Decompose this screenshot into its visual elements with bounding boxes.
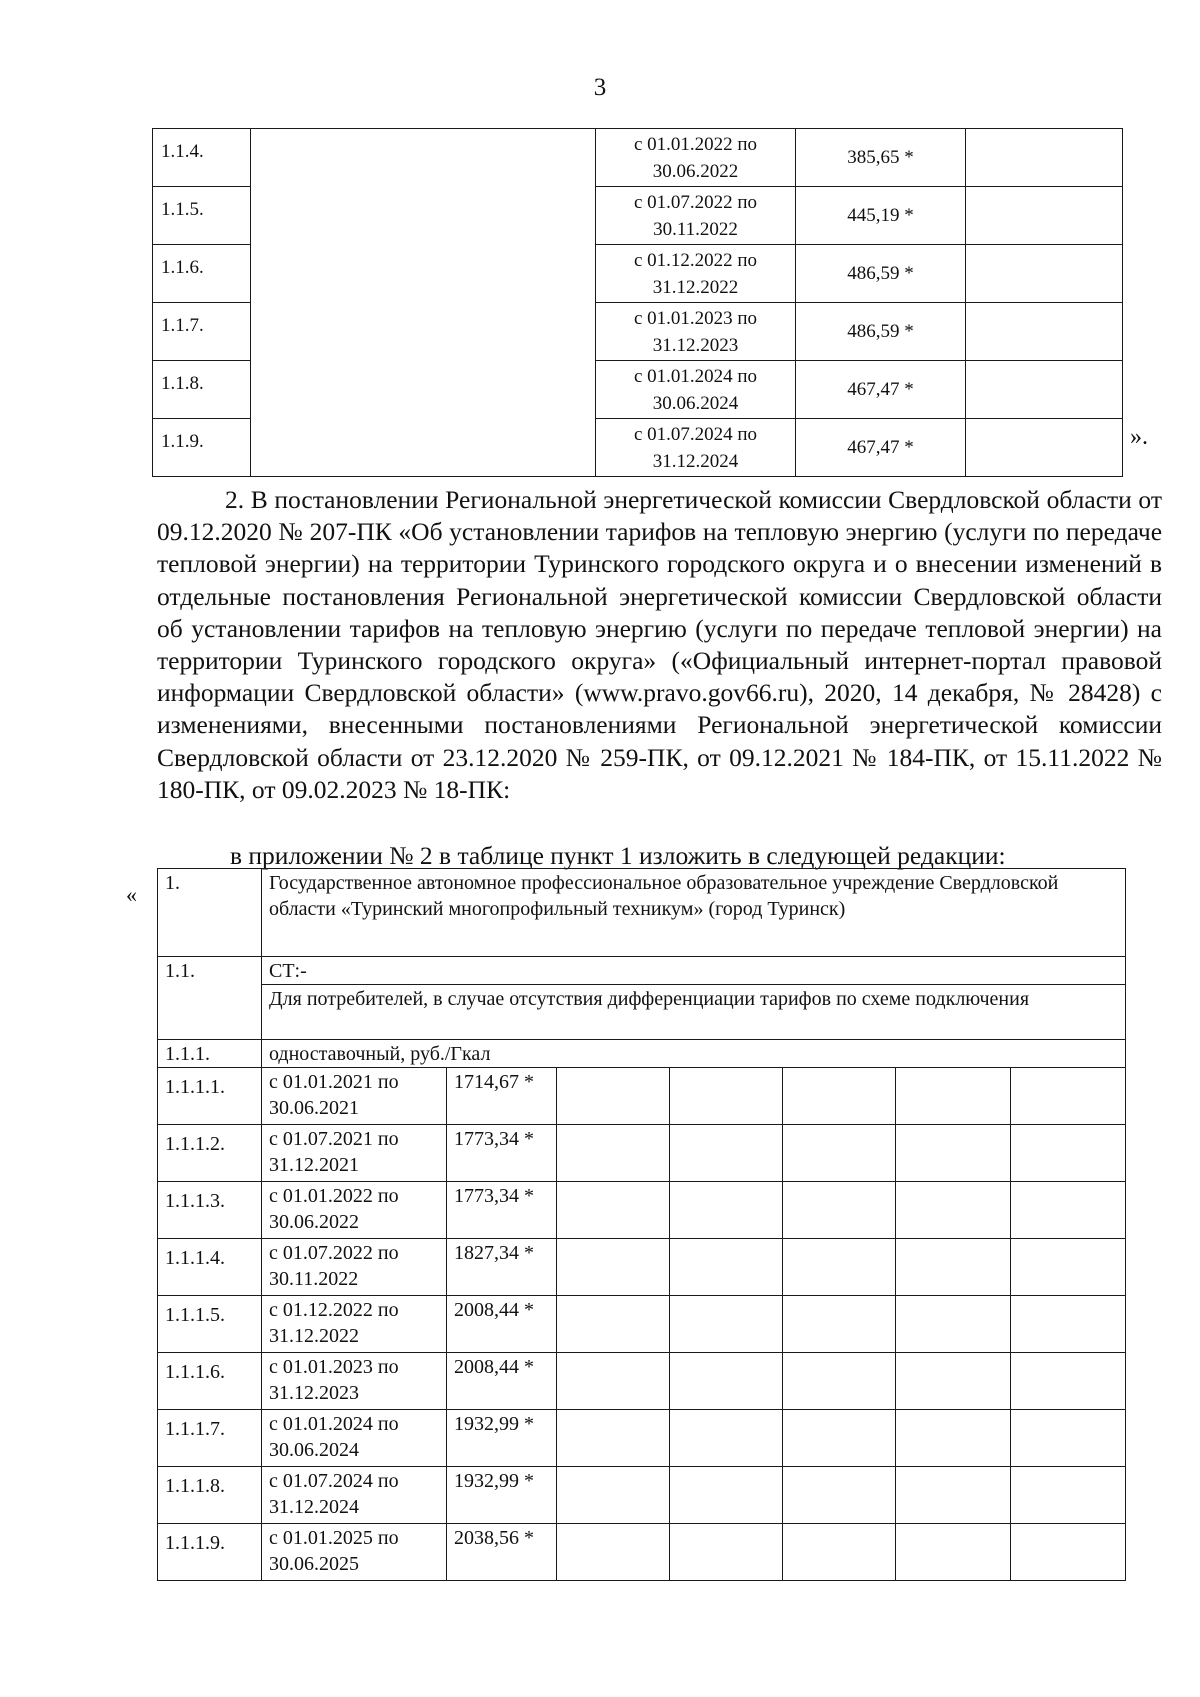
tariff-value: 2008,44 * — [447, 1296, 557, 1353]
paragraph-line: Туринского городского округа» («Официальный интернет-портал правовой — [297, 646, 1163, 676]
row-number: 1.1.1.5. — [158, 1296, 262, 1353]
table-row — [158, 1353, 1126, 1410]
empty-cell — [557, 1524, 670, 1581]
empty-cell — [896, 1467, 1011, 1524]
consumer-description: Для потребителей, в случае отсутствия дифференциации тарифов по схеме подключения — [262, 985, 1126, 1040]
empty-cell — [896, 1239, 1011, 1296]
row-number: 1.1.1.2. — [158, 1125, 262, 1182]
tariff-value: 2008,44 * — [447, 1353, 557, 1410]
tariff-value: 1827,34 * — [447, 1239, 557, 1296]
paragraph-line: на тепловую энергию (услуги по передаче тепловой энергии) на территории — [157, 613, 1162, 676]
period-cell: с 01.01.2025 по 30.06.2025 — [262, 1524, 447, 1581]
period-cell: с 01.07.2024 по 31.12.2024 — [596, 419, 796, 477]
row-number: 1. — [158, 869, 262, 957]
amendment-paragraph — [157, 484, 1162, 806]
empty-cell — [1011, 1353, 1126, 1410]
organization-name: Государственное автономное профессиональное образовательное учреждение Свердловской области «Туринский многопрофильный техникум» (город Туринск) — [262, 869, 1126, 957]
rate-label: одноставочный, руб./Гкал — [262, 1040, 1126, 1068]
tariff-value: 486,59 * — [796, 303, 966, 361]
empty-cell — [783, 1125, 896, 1182]
empty-cell — [896, 1410, 1011, 1467]
row-number: 1.1.6. — [153, 245, 251, 303]
row-number: 1.1.1.7. — [158, 1410, 262, 1467]
empty-cell — [896, 1182, 1011, 1239]
tariff-value: 1773,34 * — [447, 1125, 557, 1182]
closing-quote-mark: ». — [1130, 424, 1148, 450]
system-type: СТ:- — [262, 957, 1126, 985]
table-row — [158, 869, 1126, 957]
empty-cell — [783, 1524, 896, 1581]
period-cell: с 01.07.2022 по 30.11.2022 — [262, 1239, 447, 1296]
period-cell: с 01.12.2022 по 31.12.2022 — [262, 1296, 447, 1353]
empty-cell — [1011, 1467, 1126, 1524]
paragraph-line: № 28428) с изменениями, внесенными постановлениями Региональной — [157, 678, 1162, 740]
paragraph-line: энергетической комиссии Свердловской области об установлении тарифов — [157, 581, 1162, 643]
period-cell: с 01.01.2024 по 30.06.2024 — [596, 361, 796, 419]
table-row — [158, 1125, 1126, 1182]
tariff-value: 467,47 * — [796, 361, 966, 419]
row-number: 1.1.1.8. — [158, 1467, 262, 1524]
table-row — [158, 1239, 1126, 1296]
tariff-table-new — [157, 868, 1126, 1581]
empty-cell — [670, 1125, 783, 1182]
paragraph-line: 2. В постановлении Региональной энергетической комиссии Свердловской — [225, 485, 1040, 514]
table-row — [158, 985, 1126, 1040]
table-row — [158, 1467, 1126, 1524]
empty-cell — [896, 1353, 1011, 1410]
tariff-value: 1714,67 * — [447, 1068, 557, 1125]
table-row — [158, 957, 1126, 985]
empty-cell — [670, 1467, 783, 1524]
empty-cell — [557, 1068, 670, 1125]
empty-cell — [670, 1296, 783, 1353]
period-cell: с 01.01.2023 по 31.12.2023 — [596, 303, 796, 361]
empty-cell — [783, 1182, 896, 1239]
tariff-value: 1932,99 * — [447, 1467, 557, 1524]
tariff-value: 385,65 * — [796, 129, 966, 187]
empty-cell — [1011, 1410, 1126, 1467]
paragraph-text — [157, 484, 1162, 806]
empty-cell — [1011, 1239, 1126, 1296]
instruction-line: в приложении № 2 в таблице пункт 1 изложить в следующей редакции: — [230, 841, 1006, 870]
row-number: 1.1.5. — [153, 187, 251, 245]
empty-cell — [783, 1068, 896, 1125]
empty-cell — [783, 1239, 896, 1296]
row-number: 1.1.4. — [153, 129, 251, 187]
row-number: 1.1.8. — [153, 361, 251, 419]
tariff-value: 467,47 * — [796, 419, 966, 477]
empty-cell — [896, 1068, 1011, 1125]
empty-cell — [557, 1467, 670, 1524]
empty-cell — [966, 129, 1123, 187]
empty-cell — [966, 419, 1123, 477]
empty-cell — [1011, 1296, 1126, 1353]
row-number: 1.1.1.9. — [158, 1524, 262, 1581]
empty-cell — [783, 1467, 896, 1524]
table-row — [158, 1040, 1126, 1068]
tariff-value: 445,19 * — [796, 187, 966, 245]
empty-cell — [966, 245, 1123, 303]
period-cell: с 01.01.2021 по 30.06.2021 — [262, 1068, 447, 1125]
table-row — [158, 1068, 1126, 1125]
empty-cell — [783, 1296, 896, 1353]
empty-cell — [896, 1524, 1011, 1581]
paragraph-line: области от 09.12.2020 № 207-ПК «Об установлении тарифов на тепловую энергию — [157, 485, 1162, 547]
paragraph-line: округа и о внесении изменений в отдельные постановления Региональной — [157, 549, 1162, 611]
paragraph-line: от 09.12.2021 № 184-ПК, от 15.11.2022 № 180-ПК, от 09.02.2023 № 18-ПК: — [157, 742, 1163, 804]
empty-cell — [783, 1410, 896, 1467]
empty-cell — [783, 1353, 896, 1410]
table-row — [158, 1410, 1126, 1467]
empty-cell — [1011, 1068, 1126, 1125]
paragraph-line: энергетической комиссии Свердловской области от 23.12.2020 № 259-ПК, — [157, 710, 1163, 772]
empty-cell — [557, 1182, 670, 1239]
tariff-value: 1773,34 * — [447, 1182, 557, 1239]
empty-cell — [966, 303, 1123, 361]
page-number: 3 — [593, 74, 607, 101]
empty-cell — [670, 1353, 783, 1410]
row-number: 1.1.7. — [153, 303, 251, 361]
paragraph-line: (услуги по передаче тепловой энергии) на территории Туринского городского — [157, 517, 1163, 579]
table-row — [153, 129, 1123, 187]
empty-cell — [670, 1239, 783, 1296]
tariff-value: 1932,99 * — [447, 1410, 557, 1467]
tariff-value: 2038,56 * — [447, 1524, 557, 1581]
empty-cell — [670, 1410, 783, 1467]
paragraph-line: информации Свердловской области» (www.pravo.gov66.ru), 2020, 14 декабря, — [157, 678, 1020, 708]
empty-cell — [966, 361, 1123, 419]
period-cell: с 01.01.2022 по 30.06.2022 — [262, 1182, 447, 1239]
empty-cell — [670, 1182, 783, 1239]
opening-quote-mark: « — [126, 882, 137, 907]
empty-cell — [670, 1524, 783, 1581]
period-cell: с 01.07.2024 по 31.12.2024 — [262, 1467, 447, 1524]
empty-cell — [1011, 1524, 1126, 1581]
row-number: 1.1.1. — [158, 1040, 262, 1068]
period-cell: с 01.01.2022 по 30.06.2022 — [596, 129, 796, 187]
empty-cell — [557, 1410, 670, 1467]
empty-cell — [557, 1296, 670, 1353]
empty-cell — [1011, 1125, 1126, 1182]
table-row — [158, 1296, 1126, 1353]
row-number: 1.1.9. — [153, 419, 251, 477]
empty-cell — [896, 1296, 1011, 1353]
empty-cell — [670, 1068, 783, 1125]
merged-empty-cell — [251, 129, 596, 477]
empty-cell — [557, 1353, 670, 1410]
period-cell: с 01.07.2021 по 31.12.2021 — [262, 1125, 447, 1182]
period-cell: с 01.12.2022 по 31.12.2022 — [596, 245, 796, 303]
empty-cell — [966, 187, 1123, 245]
period-cell: с 01.01.2024 по 30.06.2024 — [262, 1410, 447, 1467]
table-row — [158, 1182, 1126, 1239]
empty-cell — [557, 1125, 670, 1182]
empty-cell — [1011, 1182, 1126, 1239]
tariff-table-continuation — [152, 128, 1123, 477]
row-number: 1.1.1.6. — [158, 1353, 262, 1410]
row-number: 1.1.1.4. — [158, 1239, 262, 1296]
tariff-value: 486,59 * — [796, 245, 966, 303]
row-number: 1.1.1.1. — [158, 1068, 262, 1125]
empty-cell — [896, 1125, 1011, 1182]
period-cell: с 01.01.2023 по 31.12.2023 — [262, 1353, 447, 1410]
period-cell: с 01.07.2022 по 30.11.2022 — [596, 187, 796, 245]
table-row — [158, 1524, 1126, 1581]
row-number: 1.1.1.3. — [158, 1182, 262, 1239]
row-number: 1.1. — [158, 957, 262, 1040]
empty-cell — [557, 1239, 670, 1296]
